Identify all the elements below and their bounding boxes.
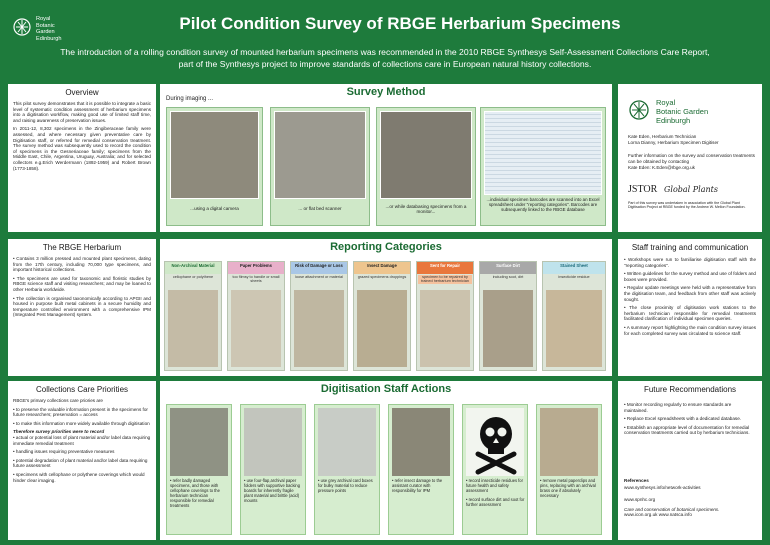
- priorities-text: RBGE's primary collections care priories are • to preserve the valuable information present in the specimens for future researchers; preservation = access • to make this information more widely available through digitisation Therefore survey priorities were to record • actual or potential loss of plant material and/or label data requiring immediate remedial treatment • handling issues requiring preventative measures • potential degradation of plant material and/or label data requiring future assessment • specimens with cellophane or polythene coverings which would hinder clear imaging.: [13, 398, 151, 483]
- page-title: Pilot Condition Survey of RBGE Herbarium Specimens: [179, 14, 621, 33]
- category-surface-dirt: Surface Dirt including soot, dirt: [479, 261, 537, 371]
- action-card-record-residues: • record insecticide residues for future health and safety assessment • record surface dirt and soot for further assessment: [462, 404, 528, 535]
- action-image-paperclips: [540, 408, 598, 476]
- category-insect-damage-image: [357, 290, 407, 367]
- jstor-logo: JSTOR: [628, 184, 658, 195]
- category-non-archival: Non-Archival Material cellophane or polythene: [164, 261, 222, 371]
- global-plants-logo: Global Plants: [664, 185, 718, 194]
- reference-care-conservation: Care and conservation of botanical specimens.: [624, 507, 720, 512]
- actions-panel: [160, 381, 612, 540]
- survey-photo-camera: [170, 111, 259, 199]
- rbge-logo-icon: [12, 16, 32, 38]
- action-card-paperclips: • remove metal paperclips and pins, replacing with an archival brass one if absolutely necessary: [536, 404, 602, 535]
- action-card-boxes: • use grey archival card boxes for bulky material to reduce pressure points: [314, 404, 380, 535]
- category-sent-for-repair: Sent for Repair specimen to be repaired by trained herbarium technician: [416, 261, 474, 371]
- survey-caption-spreadsheet: ...individual specimen barcodes are scanned into an Excel spreadsheet under "reporting categories". Barcodes are subsequently linked to the RBGE database: [486, 197, 600, 212]
- category-insect-damage: Insect Damage grazed specimens droppings: [353, 261, 411, 371]
- survey-frame-scanner: [270, 107, 370, 226]
- survey-caption-camera: ...using a digital camera: [190, 206, 239, 211]
- future-title: Future Recommendations: [643, 385, 737, 394]
- header-logo-text: Royal Botanic Garden Edinburgh: [36, 16, 62, 42]
- contact-panel: [618, 84, 762, 232]
- staff-title: Staff training and communication: [631, 243, 749, 252]
- reporting-title: Reporting Categories: [330, 241, 442, 253]
- action-card-refer-damaged: • refer badly damaged specimens, and those with cellophane coverings to the herbarium technician responsible for remedial treatments: [166, 404, 232, 535]
- contact-logo-text: Royal Botanic Garden Edinburgh: [656, 98, 709, 125]
- action-image-boxes: [318, 408, 376, 476]
- survey-during-label: During imaging ...: [166, 96, 214, 102]
- reference-link-spnhc[interactable]: www.spnhc.org: [624, 497, 656, 502]
- category-stained-sheet-image: [546, 290, 602, 367]
- action-image-refer-damaged: [170, 408, 228, 476]
- herbarium-panel: [8, 239, 156, 376]
- category-risk-of-damage-image: [294, 290, 344, 367]
- future-panel: [618, 381, 762, 540]
- staff-text: • Workshops were run to familiarise digitisation staff with the "reporting categories". • Written guidelines for the survey method and use of folders and boxes were provided. • Regular update meetings were held with a representative from the digitisation team, and feedback from other staff was actively sought. • The close proximity of digitisation work stations to the herbarium technician responsible for remedial treatments facilitated clarification of individual specimen queries. • A summary report highlighting the main condition survey issues for each completed survey was circulated to science staff.: [624, 257, 756, 336]
- action-image-folders: [244, 408, 302, 476]
- reporting-panel: [160, 239, 612, 376]
- reference-link-synthesys[interactable]: www.synthesys.info/network-activities: [624, 485, 701, 490]
- category-non-archival-image: [168, 290, 218, 367]
- priorities-title: Collections Care Priorities: [35, 385, 129, 394]
- survey-frame-camera: [166, 107, 263, 226]
- survey-photo-databasing: [380, 111, 472, 199]
- survey-caption-databasing: ...or while databasing specimens from a monitor...: [385, 204, 467, 215]
- overview-text: This pilot survey demonstrates that it is possible to integrate a basic level of systematic condition assessment of herbarium specimens into a digitisation workflow, making good use of limited staff time, and raising awareness of preservation issues. In 2011-12, 8,302 specimens in the Zingiberaceae family were assessed, and where necessary given preventative care by Digitisation staff, or referred for remedial conservation treatment. The survey method was subsequently used to record the condition of specimens in the Gesneriaceae family; specimens from the Middle East, Chile, Argentina, Uruguay, Australia; and for selected collectors e.g.Erich Werdermann (1892-1959) and Robert Brown (1773-1858).: [13, 101, 151, 171]
- survey-photo-spreadsheet: [484, 111, 602, 195]
- future-text: • Monitor recording regularly to ensure standards are maintained. • Replace Excel spreadsheets with a dedicated database. • Establish an appropriate level of documentation for remedial conservation treatments carried out by herbarium technicians.: [624, 402, 750, 436]
- herbarium-text: • Contains 3 million pressed and mounted plant specimens, dating from the 17th century, including 70,000 type specimens, and important historical collections. • The specimens are used for taxonomic and floristic studies by RBGE science staff and visiting researchers; and may be loaned to other Herbaria worldwide. • The collection is organised taxonomically according to APGII and housed in purpose built metal cabinets in a secure humidity and temperature controlled environment with a comprehensive IPM (Integrated Pest Management) system.: [13, 256, 151, 318]
- header-logo: [12, 14, 72, 42]
- reference-link-icon-natsca[interactable]: www.icon.org.uk www.natsca.info: [624, 512, 692, 517]
- staff-panel: [618, 239, 762, 376]
- action-image-hazard: [466, 408, 524, 476]
- overview-title: Overview: [65, 88, 99, 97]
- contact-names: Kate Eden, Herbarium Technician Lorna Dianny, Herbarium Specimen Digitiser: [628, 134, 719, 145]
- contact-further: Further information on the survey and conservation treatments can be obtained by contacting: [628, 153, 755, 164]
- category-paper-problems-image: [231, 290, 281, 367]
- contact-email: Kate Eden: K.Eden@rbge.org.uk: [628, 165, 695, 170]
- skull-crossbones-icon: [466, 408, 526, 476]
- priorities-panel: [8, 381, 156, 540]
- action-card-folders: • use four-flap,archival paper folders with supportive backing boards for inherently fragile plant material and brittle (acid) mounts: [240, 404, 306, 535]
- survey-method-title: Survey Method: [346, 86, 426, 98]
- rbge-contact-logo-icon: [628, 98, 650, 122]
- intro-text: The introduction of a rolling condition survey of mounted herbarium specimens was recommended in the 2010 RBGE Synthesys Self-Assessment Collections Care Report, part of the Synthesys project to improve standards of collections care in European natural history collections.: [60, 47, 710, 69]
- category-surface-dirt-image: [483, 290, 533, 367]
- survey-photo-scanner: [274, 111, 366, 199]
- contact-note: Part of this survey was undertaken in association with the Global Plant Digitisation Project at RBGE funded by the Andrew W. Mellon Foundation.: [628, 201, 746, 210]
- survey-frame-databasing: [376, 107, 476, 226]
- survey-method-panel: [160, 84, 612, 232]
- survey-caption-scanner: ... or flat bed scanner: [298, 206, 342, 211]
- action-card-insect: • refer insect damage to the assistant curator with responsibility for IPM: [388, 404, 454, 535]
- category-paper-problems: Paper Problems too flimsy to handle or small sheets: [227, 261, 285, 371]
- category-sent-for-repair-image: [420, 290, 470, 367]
- category-risk-of-damage: Risk of Damage or Loss loose attachment or material: [290, 261, 348, 371]
- overview-panel: [8, 84, 156, 232]
- action-image-insect: [392, 408, 450, 476]
- herbarium-title: The RBGE Herbarium: [42, 243, 122, 252]
- category-stained-sheet: Stained Sheet insecticide residue: [542, 261, 606, 371]
- actions-title: Digitisation Staff Actions: [320, 383, 452, 395]
- references-title: References: [624, 478, 649, 483]
- survey-frame-spreadsheet: [480, 107, 606, 226]
